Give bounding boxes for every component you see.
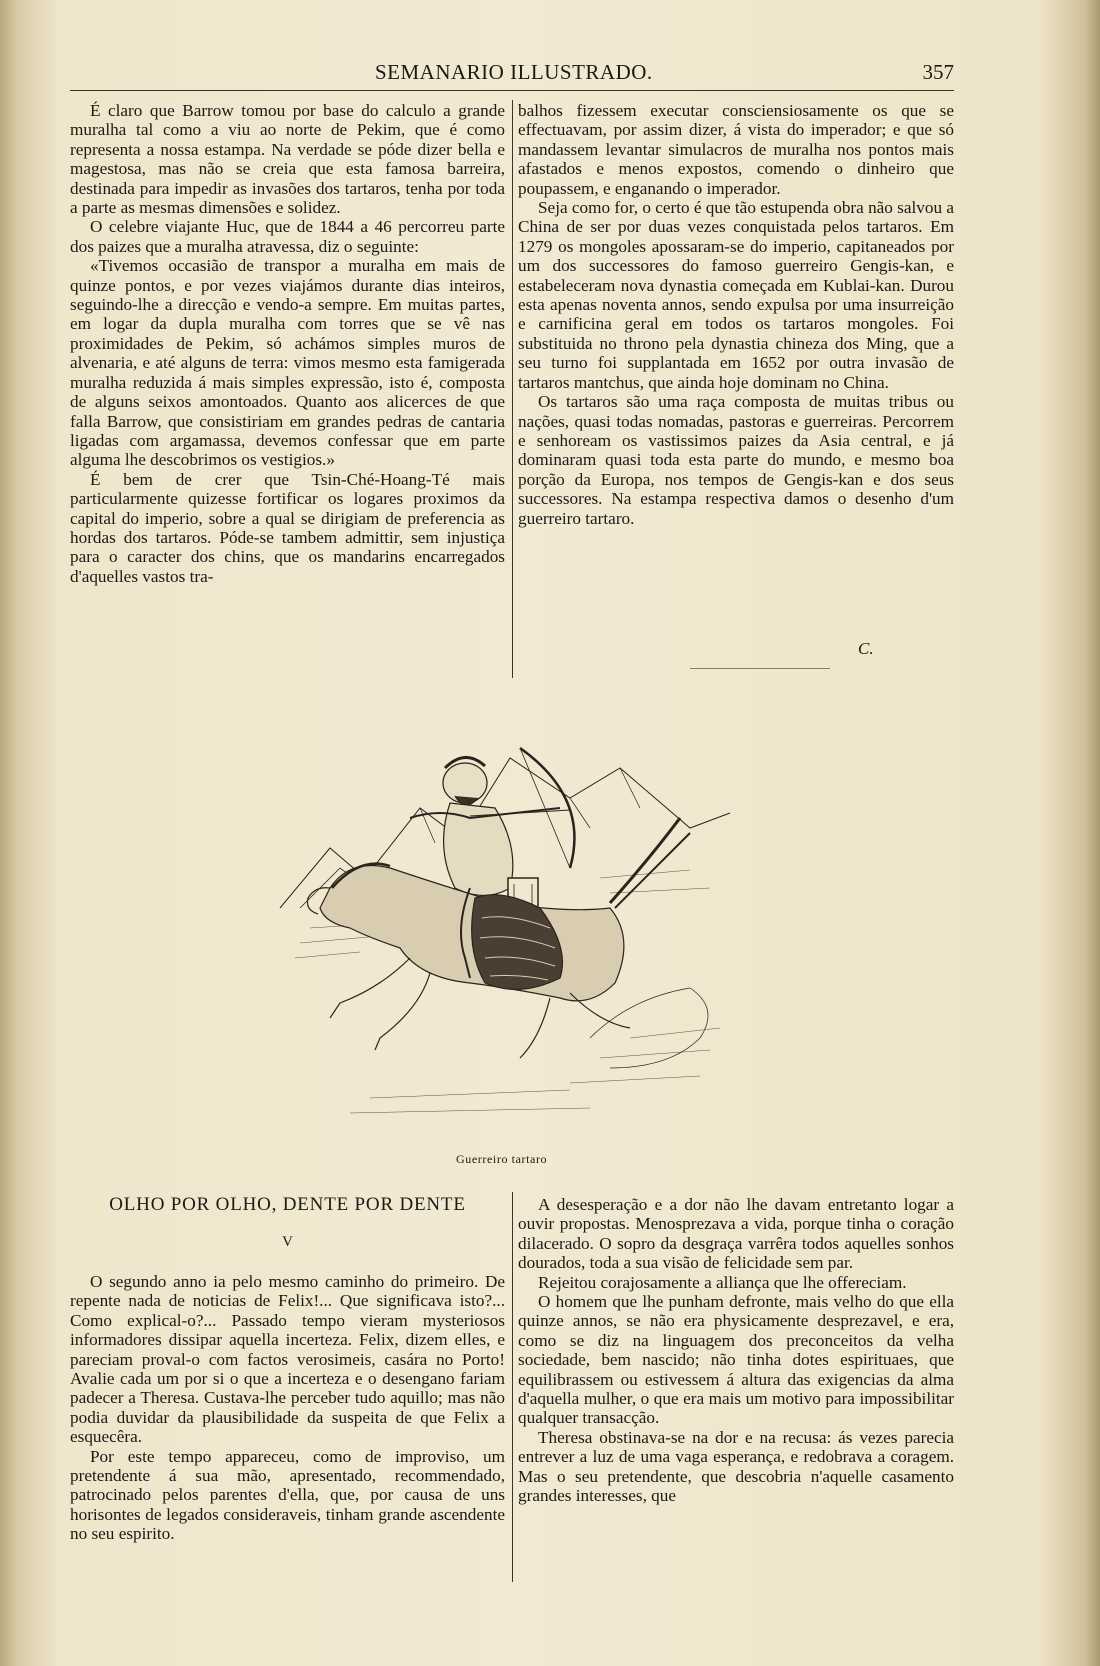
paragraph: Rejeitou corajosamente a alliança que lhe offereciam. (538, 1272, 907, 1292)
paragraph: É claro que Barrow tomou por base do calculo a grande muralha tal como a viu ao norte de Pekim, que é como representa a nossa estampa. Na verdade se póde dizer bella e magestosa, mas não se creia que esta famosa barreira, destinada para impedir as invasões dos tartaros, tenha por toda a parte as mesmas dimensões e solidez. (70, 101, 505, 218)
publication-title: SEMANARIO ILLUSTRADO. (375, 60, 653, 84)
chapter-numeral: V (282, 1234, 293, 1250)
running-head (70, 60, 954, 88)
paragraph: O celebre viajante Huc, que de 1844 a 46 percorreu parte dos paizes que a muralha atravessa, diz o seguinte: (70, 217, 505, 256)
story-column-right (518, 1195, 954, 1506)
story-column-left (70, 1272, 505, 1544)
paragraph: Os tartaros são uma raça composta de muitas tribus ou nações, quasi todas nomadas, pastoras e guerreiras. Percorrem e senhoream os vastissimos paizes da Asia central, e já dominaram quasi toda esta parte do mundo, e mesmo boa porção da Europa, nos tempos de Gengis-kan e dos seus successores. Na estampa respectiva damos o desenho d'um guerreiro tartaro. (518, 392, 954, 528)
article-column-left (70, 101, 505, 586)
paragraph: É bem de crer que Tsin-Ché-Hoang-Té mais particularmente quizesse fortificar os logares proximos da capital do imperio, sobre a qual se dirigiam de preferencia as hordas dos tartaros. Póde-se tambem admittir, sem injustiça para o caracter dos chins, que os mandarins encarregados d'aquelles vastos tra- (70, 469, 505, 586)
paragraph-continued: balhos fizessem executar consciensiosamente os que se effectuavam, por assim dizer, á vista do imperador; e que só mandassem levantar simulacros de muralha nos pontos mais afastados e menos expostos, comendo o dinheiro que poupassem, e enganando o imperador. (518, 101, 954, 198)
paragraph: A desesperação e a dor não lhe davam entretanto logar a ouvir propostas. Menosprezava a vida, porque tinha o coração dilacerado. O sopro da desgraça varrêra todos aquelles sonhos dourados, toda a sua visão de felicidade sem par. (518, 1195, 954, 1273)
tartar-warrior-engraving (270, 738, 740, 1136)
paragraph: O segundo anno ia pelo mesmo caminho do primeiro. De repente nada de noticias de Felix!... Que significava isto?... Como explical-o?... Passado tempo vieram mysteriosos informadores dissipar aquella incerteza. Felix, dizem elles, e pareciam proval-o com factos verosimeis, casára no Porto! Avalie cada um por si o que a incerteza e o desengano fariam padecer a Theresa. Custava-lhe perceber tudo aquillo; mas não podia duvidar da plausibilidade da suspeita de que Felix a esquecêra. (70, 1272, 505, 1447)
header-rule (70, 90, 954, 91)
article-column-right (518, 101, 954, 528)
paragraph: Theresa obstinava-se na dor e na recusa: ás vezes parecia entrever a luz de uma vaga esperança, e redobrava a coragem. Mas o seu pretendente, que descobria n'aquelle casamento grandes interesses, que (518, 1427, 954, 1506)
author-signature: C. (858, 639, 874, 658)
paragraph: O homem que lhe punham defronte, mais velho do que ella quinze annos, se não era physicamente desprezavel, e era, como se diz na linguagem dos preconceitos da velha sociedade, bem nascido; não tinha dotes espirituaes, que equilibrassem ou estivessem á altura das exigencias da alma d'aquella mulher, o que era mais um motivo para impossibilitar qualquer transacção. (518, 1292, 954, 1428)
paragraph: Seja como for, o certo é que tão estupenda obra não salvou a China de ser por duas vezes conquistada pelos tartaros. Em 1279 os mongoles apossaram-se do imperio, capitaneados por um dos successores do famoso guerreiro Gengis-kan, e estabeleceram nova dynastia começada em Kublai-kan. Durou esta apenas noventa annos, sendo expulsa por uma insurreição e carnificina geral em todos os tartaros mongoles. Foi substituida no throno pela dynastia chineza dos Ming, que a seu turno foi supplantada em 1652 por outra invasão de tartaros mantchus, que ainda hoje dominam no China. (518, 198, 954, 392)
figure-caption: Guerreiro tartaro (456, 1152, 548, 1166)
paragraph: Por este tempo appareceu, como de improviso, um pretendente á sua mão, apresentado, recommendado, patrocinado pelos parentes d'ella, que, por causa de uns horisontes de legados consideraveis, tinham grande ascendente no seu espirito. (70, 1446, 505, 1544)
story-title: OLHO POR OLHO, DENTE POR DENTE (109, 1194, 466, 1215)
page-number: 357 (922, 60, 954, 84)
section-rule (690, 668, 830, 669)
quote-paragraph: «Tivemos occasião de transpor a muralha em mais de quinze pontos, e por vezes viajámos durante dias inteiros, seguindo-lhe a direcção e vendo-a sempre. Em muitas partes, em logar da dupla muralha com torres que se vê nas proximidades de Pekim, só achámos simples muros de alvenaria, e até alguns de terra: vimos mesmo esta famigerada muralha reduzida á mais simples expressão, isto é, composta de alguns seixos amontoados. Quanto aos alicerces de que falla Barrow, que consistiriam em grandes pedras de cantaria ligadas com argamassa, devemos confessar que em parte alguma lhe descobrimos os vestigios.» (70, 256, 505, 470)
column-divider (512, 1192, 513, 1582)
column-divider (512, 100, 513, 678)
